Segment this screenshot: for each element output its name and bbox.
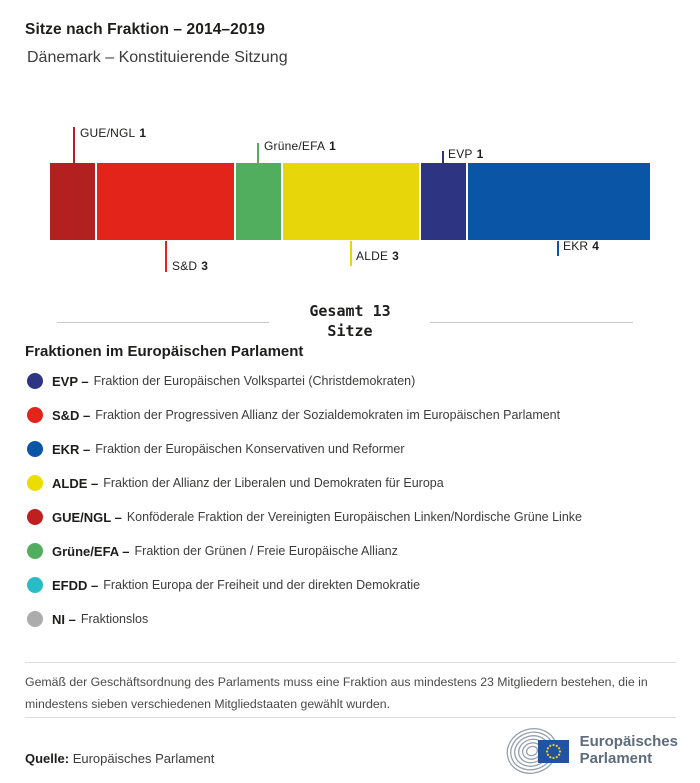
ep-hemicycle-flag-icon [505,724,571,776]
legend-desc: Fraktionslos [80,612,149,626]
legend-desc: Fraktion der Grünen / Freie Europäische Allianz [134,544,398,558]
bar-segment-evp [421,163,466,240]
bar-segment-alde [283,163,419,240]
legend-abbr: ALDE – [52,475,99,491]
legend-abbr: Grüne/EFA – [52,543,130,559]
legend-item-ekr [27,432,677,466]
ep-logo-line1: Europäisches [579,733,678,750]
legend-desc: Fraktion der Progressiven Allianz der Sozialdemokraten im Europäischen Parlament [95,408,561,422]
callout-name: GUE/NGL [80,126,136,140]
legend-abbr: NI – [52,611,76,627]
gue-ngl-dot-icon [27,509,43,525]
legend-list [27,364,677,636]
callout-label-alde [356,249,399,263]
bar-segment-ekr [468,163,650,240]
ep-logo [505,724,678,776]
legend-item-gruene-efa [27,534,677,568]
legend-item-gue-ngl [27,500,677,534]
legend-item-alde [27,466,677,500]
callout-label-gruene-efa [264,139,336,153]
callout-seats: 1 [476,147,484,161]
callout-tick-alde [350,241,352,266]
page-title: Sitze nach Fraktion – 2014–2019 [25,21,266,38]
callout-name: EKR [563,239,589,253]
legend-item-efdd [27,568,677,602]
evp-dot-icon [27,373,43,389]
callout-tick-gruene-efa [257,143,259,163]
ekr-dot-icon [27,441,43,457]
legend-abbr: S&D – [52,407,91,423]
total-label-line1: Gesamt 13 [309,302,391,320]
callout-tick-sd [165,241,167,272]
legend-item-ni [27,602,677,636]
ep-logo-wordmark [580,733,678,767]
legend-desc: Fraktion Europa der Freiheit und der direkten Demokratie [103,578,421,592]
footnote-divider-bottom [25,717,676,718]
callout-label-gue-ngl [80,126,146,140]
gruene-efa-dot-icon [27,543,43,559]
legend-desc: Fraktion der Europäischen Volkspartei (Christdemokraten) [93,374,416,388]
legend-desc: Fraktion der Europäischen Konservativen und Reformer [95,442,405,456]
legend-item-sd [27,398,677,432]
total-label-line2: Sitze [327,322,373,340]
callout-tick-gue-ngl [73,127,75,163]
callout-seats: 4 [592,239,600,253]
ep-logo-line2: Parlament [579,750,653,767]
page-subtitle: Dänemark – Konstituierende Sitzung [27,49,288,66]
efdd-dot-icon [27,577,43,593]
callout-seats: 3 [201,259,209,273]
alde-dot-icon [27,475,43,491]
callout-seats: 1 [329,139,337,153]
seats-bar [50,163,650,240]
legend-desc: Konföderale Fraktion der Vereinigten Europäischen Linken/Nordische Grüne Linke [126,510,582,524]
callout-name: EVP [448,147,473,161]
callout-name: ALDE [356,249,389,263]
sd-dot-icon [27,407,43,423]
callout-label-ekr [563,239,599,253]
callout-tick-evp [442,151,444,163]
bar-segment-gruene-efa [236,163,281,240]
total-label [0,301,700,341]
callout-label-evp [448,147,484,161]
footnote-divider-top [25,662,676,663]
legend-abbr: EVP – [52,373,89,389]
source-line [25,751,214,766]
callout-label-sd [172,259,208,273]
legend-abbr: EFDD – [52,577,99,593]
callout-name: Grüne/EFA [264,139,326,153]
callout-name: S&D [172,259,198,273]
legend-item-evp [27,364,677,398]
legend-desc: Fraktion der Allianz der Liberalen und Demokraten für Europa [103,476,444,490]
ni-dot-icon [27,611,43,627]
source-label: Quelle: [25,751,70,766]
callout-seats: 1 [139,126,147,140]
source-text: Europäisches Parlament [72,751,215,766]
callout-tick-ekr [557,241,559,256]
legend-heading: Fraktionen im Europäischen Parlament [25,343,304,360]
footnote-text: Gemäß der Geschäftsordnung des Parlaments muss eine Fraktion aus mindestens 23 Mitgliedern bestehen, die in mindestens sieben verschiedenen Mitgliedstaaten gewählt wurden. [25,675,648,711]
callout-seats: 3 [392,249,400,263]
legend-abbr: GUE/NGL – [52,509,122,525]
bar-segment-gue-ngl [50,163,95,240]
bar-segment-sd [97,163,233,240]
legend-abbr: EKR – [52,441,91,457]
eu-flag-icon [538,740,569,763]
